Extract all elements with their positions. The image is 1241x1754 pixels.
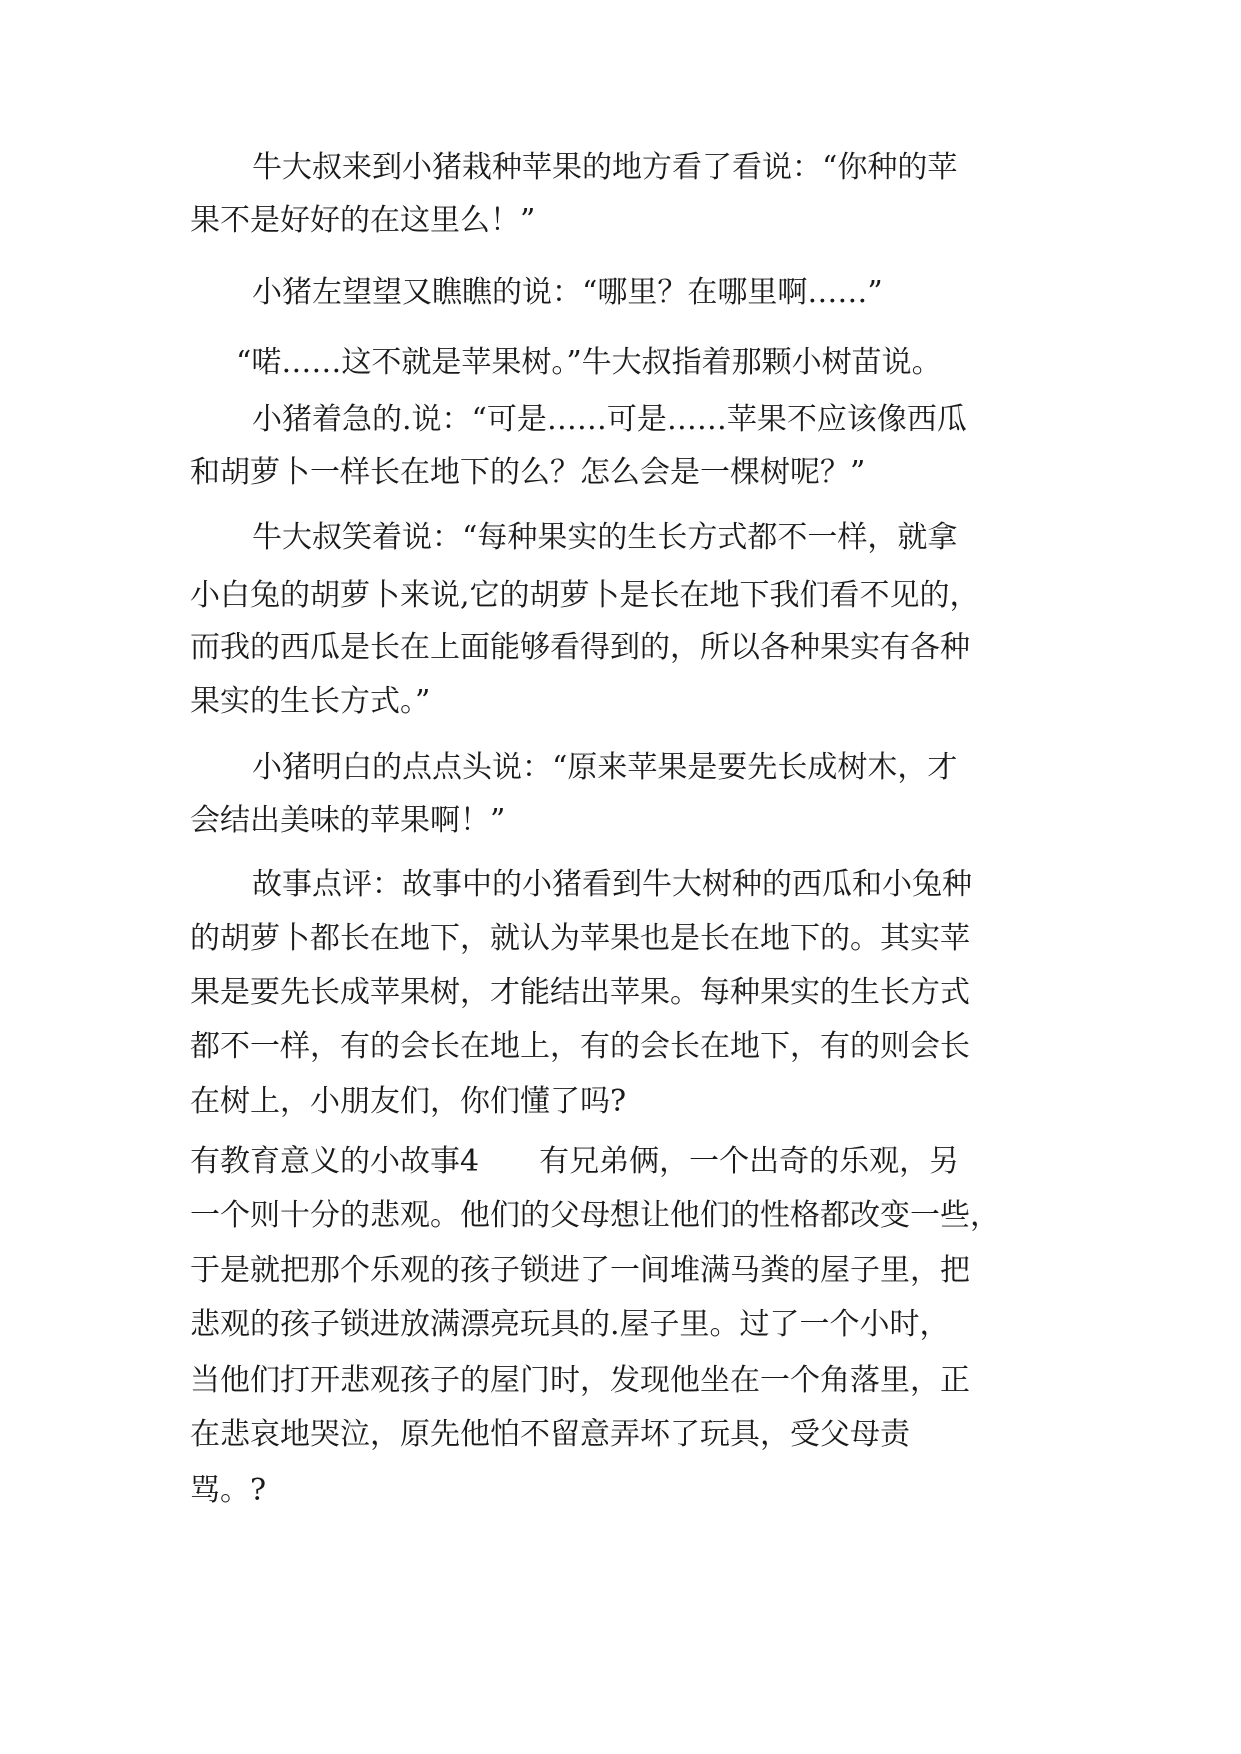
text-line: 和胡萝卜一样长在地下的么？怎么会是一棵树呢？” (190, 455, 866, 490)
text-line: 小白兔的胡萝卜来说,它的胡萝卜是长在地下我们看不见的， (190, 578, 980, 613)
text-line: 有教育意义的小故事4 有兄弟俩，一个出奇的乐观，另 (190, 1144, 960, 1179)
text-line: 的胡萝卜都长在地下，就认为苹果也是长在地下的。其实苹 (190, 921, 970, 956)
text-line: 一个则十分的悲观。他们的父母想让他们的性格都改变一些， (190, 1198, 1000, 1233)
text-line: “喏……这不就是苹果树。”牛大叔指着那颗小树苗说。 (236, 345, 942, 380)
text-line: 悲观的孩子锁进放满漂亮玩具的.屋子里。过了一个小时， (190, 1307, 950, 1342)
text-line: 小猪明白的点点头说：“原来苹果是要先长成树木，才 (252, 750, 958, 785)
text-line: 在树上，小朋友们，你们懂了吗? (190, 1084, 627, 1119)
text-line: 小猪左望望又瞧瞧的说：“哪里？在哪里啊……” (252, 275, 883, 310)
text-line: 都不一样，有的会长在地上，有的会长在地下，有的则会长 (190, 1029, 970, 1064)
text-line: 果是要先长成苹果树，才能结出苹果。每种果实的生长方式 (190, 975, 970, 1010)
text-line: 果不是好好的在这里么！” (190, 203, 536, 238)
text-line: 小猪着急的.说：“可是……可是……苹果不应该像西瓜 (252, 402, 967, 437)
text-line: 牛大叔来到小猪栽种苹果的地方看了看说：“你种的苹 (252, 150, 958, 185)
text-line: 当他们打开悲观孩子的屋门时，发现他坐在一个角落里，正 (190, 1363, 970, 1398)
text-line: 会结出美味的苹果啊！” (190, 803, 506, 838)
text-line: 而我的西瓜是长在上面能够看得到的，所以各种果实有各种 (190, 630, 970, 665)
text-line: 果实的生长方式。” (190, 684, 431, 719)
text-line: 于是就把那个乐观的孩子锁进了一间堆满马粪的屋子里，把 (190, 1253, 970, 1288)
text-line: 牛大叔笑着说：“每种果实的生长方式都不一样，就拿 (252, 520, 958, 555)
text-line: 骂。? (190, 1473, 267, 1508)
text-line: 在悲哀地哭泣，原先他怕不留意弄坏了玩具，受父母责 (190, 1417, 910, 1452)
text-line: 故事点评：故事中的小猪看到牛大树种的西瓜和小兔种 (252, 867, 972, 902)
